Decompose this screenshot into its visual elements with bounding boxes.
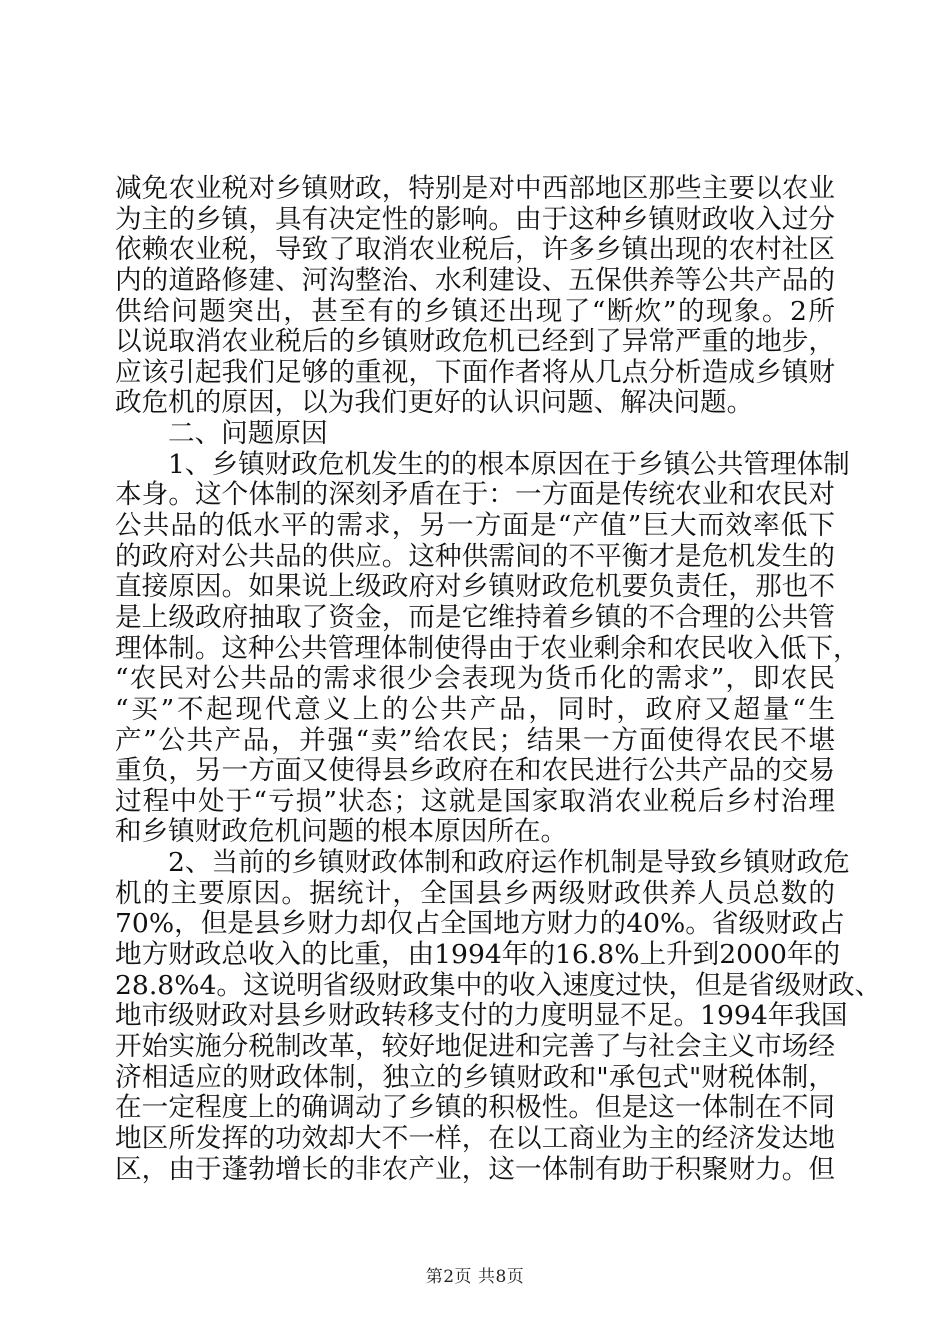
text-line: 过程中处于“亏损”状态；这就是国家取消农业税后乡村治理 [115,785,835,817]
text-line: 地区所发挥的功效却大不一样，在以工商业为主的经济发达地 [115,1122,835,1154]
text-line: 直接原因。如果说上级政府对乡镇财政危机要负责任，那也不 [115,571,835,603]
text-line: 70%，但是县乡财力却仅占全国地方财力的40%。省级财政占 [115,908,845,940]
text-line: 供给问题突出，甚至有的乡镇还出现了“断炊”的现象。2所 [115,295,835,327]
text-line: 应该引起我们足够的重视，下面作者将从几点分析造成乡镇财 [115,356,835,388]
text-line: 和乡镇财政危机问题的根本原因所在。 [115,816,568,848]
text-line: 减免农业税对乡镇财政，特别是对中西部地区那些主要以农业 [115,173,835,204]
text-line: 地市级财政对县乡财政转移支付的力度明显不足。1994年我国 [115,1000,848,1032]
document-body [115,173,882,1185]
text-line: 以说取消农业税后的乡镇财政危机已经到了异常严重的地步， [115,326,835,358]
text-line: 是上级政府抽取了资金，而是它维持着乡镇的不合理的公共管 [115,601,835,633]
text-line: 政危机的原因，以为我们更好的认识问题、解决问题。 [115,387,754,419]
text-line: 为主的乡镇，具有决定性的影响。由于这种乡镇财政收入过分 [115,203,835,235]
text-line: 开始实施分税制改革，较好地促进和完善了与社会主义市场经 [115,1030,835,1062]
text-line: 公共品的低水平的需求，另一方面是“产值”巨大而效率低下 [115,510,835,542]
text-line: “买”不起现代意义上的公共产品，同时，政府又超量“生 [115,693,835,725]
text-line: 的政府对公共品的供应。这种供需间的不平衡才是危机发生的 [115,540,835,572]
text-line: 理体制。这种公共管理体制使得由于农业剩余和农民收入低下， [115,632,860,664]
text-line: 本身。这个体制的深刻矛盾在于：一方面是传统农业和农民对 [115,479,835,511]
page-number-footer: 第2页 共8页 [425,1267,525,1287]
text-line: 区，由于蓬勃增长的非农产业，这一体制有助于积聚财力。但 [115,1153,835,1185]
text-line: 内的道路修建、河沟整治、水利建设、五保供养等公共产品的 [115,264,835,296]
text-line: 机的主要原因。据统计，全国县乡两级财政供养人员总数的 [115,877,835,909]
section-heading: 二、问题原因 [168,418,328,450]
text-line: “农民对公共品的需求很少会表现为货币化的需求”，即农民 [115,663,835,695]
text-line: 地方财政总收入的比重，由1994年的16.8%上升到2000年的 [115,939,841,971]
text-line: 产”公共产品，并强“卖”给农民；结果一方面使得农民不堪 [115,724,835,756]
text-line: 重负，另一方面又使得县乡政府在和农民进行公共产品的交易 [115,755,835,787]
text-line: 济相适应的财政体制，独立的乡镇财政和"承包式"财税体制， [115,1061,835,1093]
text-line: 2、当前的乡镇财政体制和政府运作机制是导致乡镇财政危 [168,847,850,879]
text-line: 依赖农业税，导致了取消农业税后，许多乡镇出现的农村社区 [115,234,835,266]
text-line: 28.8%4。这说明省级财政集中的收入速度过快，但是省级财政、 [115,969,882,1001]
text-line: 在一定程度上的确调动了乡镇的积极性。但是这一体制在不同 [115,1092,835,1124]
text-line: 1、乡镇财政危机发生的的根本原因在于乡镇公共管理体制 [168,448,850,480]
